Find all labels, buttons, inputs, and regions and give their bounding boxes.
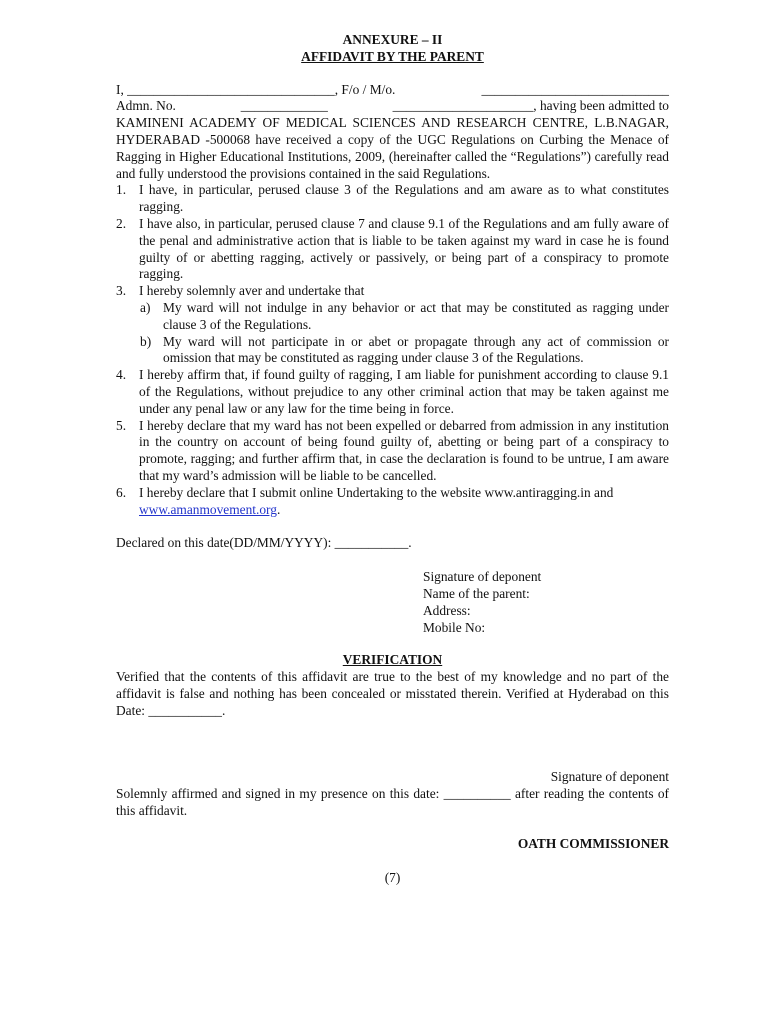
deponent-signature-block: [423, 569, 669, 636]
intro-paragraph: [116, 82, 669, 183]
undertaking-list: [116, 182, 669, 518]
list-item-text: I hereby affirm that, if found guilty of ragging, I am liable for punishment according to clause 9.1 of the Regulations, without prejudice to any other criminal action that may be taken against me under any penal law or any law for the time being in force.: [139, 367, 669, 416]
list-item: [116, 182, 669, 216]
signature-label: Signature of deponent: [423, 569, 542, 585]
affidavit-title: AFFIDAVIT BY THE PARENT: [301, 48, 484, 64]
list-item-number: 3.: [116, 283, 127, 299]
list-item: [116, 367, 669, 417]
sub-list-item: [140, 333, 669, 368]
oath-commissioner: OATH COMMISSIONER: [517, 835, 669, 851]
verification-signature: Signature of deponent: [550, 769, 669, 785]
address-label: Address:: [423, 602, 471, 618]
page-number: (7): [384, 869, 401, 885]
list-item-number: 1.: [116, 182, 127, 198]
list-item: [116, 283, 669, 367]
intro-body: KAMINENI ACADEMY OF MEDICAL SCIENCES AND RESEARCH CENTRE, L.B.NAGAR, HYDERABAD -500068 have received a copy of the UGC Regulations on Curbing the Menace of Ragging in Higher Educational Institutions, 2009, (hereinafter called the “Regulations”) carefully read and fully understood the provisions contained in the said Regulations.: [116, 115, 669, 181]
aman-movement-link[interactable]: www.amanmovement.org: [139, 501, 277, 517]
list-item-text: I have, in particular, perused clause 3 of the Regulations and am aware as to what constitutes ragging.: [139, 182, 669, 215]
admn-blank-2: _____________________: [392, 98, 534, 114]
affirmation-text: Solemnly affirmed and signed in my presence on this date: __________ after reading the contents of this affidavit.: [116, 786, 669, 819]
list-item: [116, 484, 669, 519]
list-item-number: 2.: [116, 215, 127, 231]
sub-list-item: [140, 299, 669, 334]
mobile-label: Mobile No:: [423, 619, 486, 635]
list-item-punct: .: [276, 501, 281, 517]
declared-date-line: Declared on this date(DD/MM/YYYY): ___________.: [116, 535, 412, 551]
intro-parent-blank: ____________________________: [481, 81, 669, 97]
list-item-text: I hereby solemnly aver and undertake that: [139, 283, 365, 299]
sub-list-item-number: a): [140, 299, 151, 315]
list-item-text: I hereby declare that my ward has not been expelled or debarred from admission in any institution in the country on account of being found guilty of, abetting or being part of a conspiracy to promote, ragging; and further affirm that, in case the declaration is found to be untrue, I am aware that my ward’s admission will be liable to be cancelled.: [139, 417, 669, 483]
intro-line-1: [116, 82, 669, 99]
list-item: [116, 417, 669, 485]
list-item-number: 4.: [116, 367, 127, 383]
admn-blank-1: _____________: [240, 98, 328, 114]
sub-list-item-text: My ward will not indulge in any behavior or act that may be constituted as ragging under clause 3 of the Regulations.: [163, 299, 669, 332]
annexure-heading: ANNEXURE – II: [342, 32, 443, 47]
list-item-text: I have also, in particular, perused clause 7 and clause 9.1 of the Regulations and am fully aware of the penal and administrative action that is liable to be taken against my ward in case he is found guilty of or abetting ragging, actively or passively, or being part of a conspiracy to promote ragging.: [139, 215, 669, 282]
intro-line-2: [116, 98, 669, 115]
sub-list-item-number: b): [140, 333, 152, 349]
verification-heading: VERIFICATION: [342, 652, 443, 668]
intro-name-blank-2: ____________________: [200, 81, 335, 97]
intro-relation: , F/o / M/o.: [334, 81, 396, 97]
parent-name-label: Name of the parent:: [423, 585, 530, 601]
list-item: [116, 215, 669, 283]
list-item-text: I hereby declare that I submit online Undertaking to the website www.antiragging.in and: [139, 484, 614, 500]
list-item-number: 6.: [116, 484, 127, 500]
affidavit-page: [116, 32, 669, 886]
intro-name-blank: I, ___________: [116, 81, 201, 97]
admn-suffix: , having been admitted to: [533, 98, 669, 114]
sub-list: [116, 300, 669, 367]
admn-label: Admn. No.: [116, 98, 176, 114]
list-item-number: 5.: [116, 417, 127, 433]
sub-list-item-text: My ward will not participate in or abet or propagate through any act of commission or omission that may be constituted as ragging under clause 3 of the Regulations.: [163, 333, 669, 366]
verification-text: Verified that the contents of this affidavit are true to the best of my knowledge and no part of the affidavit is false and nothing has been concealed or misstated therein. Verified at Hyderabad on this Date: ___________.: [116, 669, 669, 718]
